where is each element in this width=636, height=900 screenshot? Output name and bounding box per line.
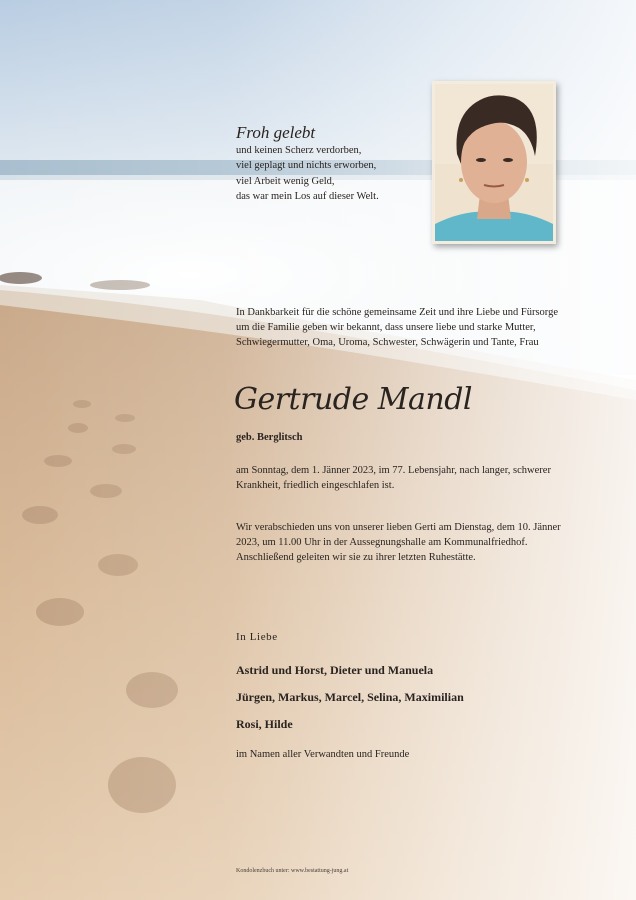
poem — [236, 125, 436, 204]
poem-line: viel geplagt und nichts erworben, — [236, 160, 377, 172]
funeral-notice: Wir verabschieden uns von unserer lieben Gerti am Dienstag, dem 10. Jänner 2023, um 11.00 Uhr in der Aussegnungshalle am Kommunalfriedhof. Anschließend geleiten wir sie zu ihrer letzten Ruhestätte. — [236, 522, 561, 564]
mourner-line: Jürgen, Markus, Marcel, Selina, Maximilian — [236, 690, 464, 704]
poem-line: viel Arbeit wenig Geld, — [236, 175, 335, 187]
portrait-photo — [432, 81, 556, 244]
mourner-line: Astrid und Horst, Dieter und Manuela — [236, 663, 434, 677]
closing-text: im Namen aller Verwandten und Freunde — [236, 749, 410, 760]
condolence-link[interactable]: Kondolenzbuch unter: www.bestattung-jung.at — [236, 868, 349, 874]
death-notice: am Sonntag, dem 1. Jänner 2023, im 77. Lebensjahr, nach langer, schwerer Krankheit, friedlich eingeschlafen ist. — [236, 465, 551, 492]
mourners-list — [236, 662, 464, 743]
poem-line: Froh gelebt — [236, 123, 316, 142]
intro-text: In Dankbarkeit für die schöne gemeinsame Zeit und ihre Liebe und Fürsorge um die Familie geben wir bekannt, dass unsere liebe und starke Mutter, Schwiegermutter, Oma, Uroma, Schwester, Schwägerin und Tante, Frau — [236, 307, 558, 349]
mourner-line: Rosi, Hilde — [236, 717, 293, 731]
poem-line: und keinen Scherz verdorben, — [236, 145, 362, 157]
deceased-name: Gertrude Mandl — [234, 382, 472, 417]
poem-line: das war mein Los auf dieser Welt. — [236, 190, 379, 202]
in-love-heading: In Liebe — [236, 631, 278, 643]
maiden-name: geb. Berglitsch — [236, 432, 303, 443]
